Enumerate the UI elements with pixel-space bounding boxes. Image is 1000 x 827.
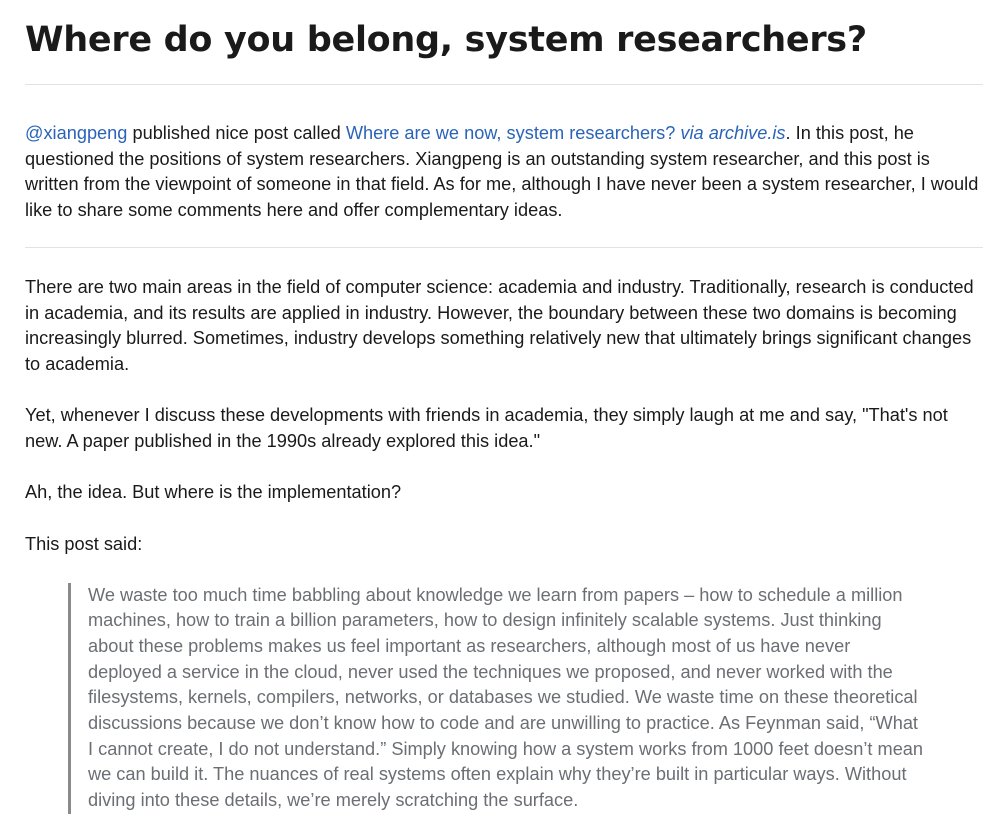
quote-text: We waste too much time babbling about knowledge we learn from papers – how to schedule a million machines, how to train a billion parameters, how to design infinitely scalable systems. Just thinking about these problems makes us feel important as researchers, although most of us have never deployed a service in the cloud, never used the techniques we proposed, and never worked with the filesystems, kernels, compilers, networks, or databases we studied. We waste time on these theoretical discussions because we don’t know how to code and are unwilling to practice. As Feynman said, “What I cannot create, I do not understand.” Simply knowing how a system works from 1000 feet doesn’t mean we can build it. The nuances of real systems often explain why they’re built in particular ways. Without diving into these details, we’re merely scratching the surface.	[88, 584, 924, 811]
article	[25, 0, 983, 814]
intro-paragraph	[25, 121, 983, 224]
paragraph-friends: Yet, whenever I discuss these developments with friends in academia, they simply laugh at me and say, "That's not new. A paper published in the 1990s already explored this idea."	[25, 405, 948, 452]
section-divider	[25, 247, 983, 248]
paragraph-said: This post said:	[25, 533, 143, 554]
paragraph-areas: There are two main areas in the field of computer science: academia and industry. Traditionally, research is conducted in academia, and its results are applied in industry. However, the boundary between these two domains is becoming increasingly blurred. Sometimes, industry develops something relatively new that ultimately brings significant changes to academia.	[25, 276, 974, 374]
title-divider	[25, 84, 983, 85]
post-link[interactable]: Where are we now, system researchers?	[345, 123, 676, 143]
paragraph-idea: Ah, the idea. But where is the implementation?	[25, 482, 402, 503]
author-link[interactable]: @xiangpeng	[25, 123, 128, 143]
archive-link[interactable]: via archive.is	[680, 123, 786, 143]
blockquote	[68, 583, 928, 814]
intro-text-2: . In this post, he questioned the positions of system researchers. Xiangpeng is an outstanding system researcher, and this post is written from the viewpoint of someone in that field. As for me, although I have never been a system researcher, I would like to share some comments here and offer complementary ideas.	[25, 123, 979, 221]
page-title: Where do you belong, system researchers?	[25, 20, 867, 60]
intro-text-1: published nice post called	[127, 123, 346, 143]
